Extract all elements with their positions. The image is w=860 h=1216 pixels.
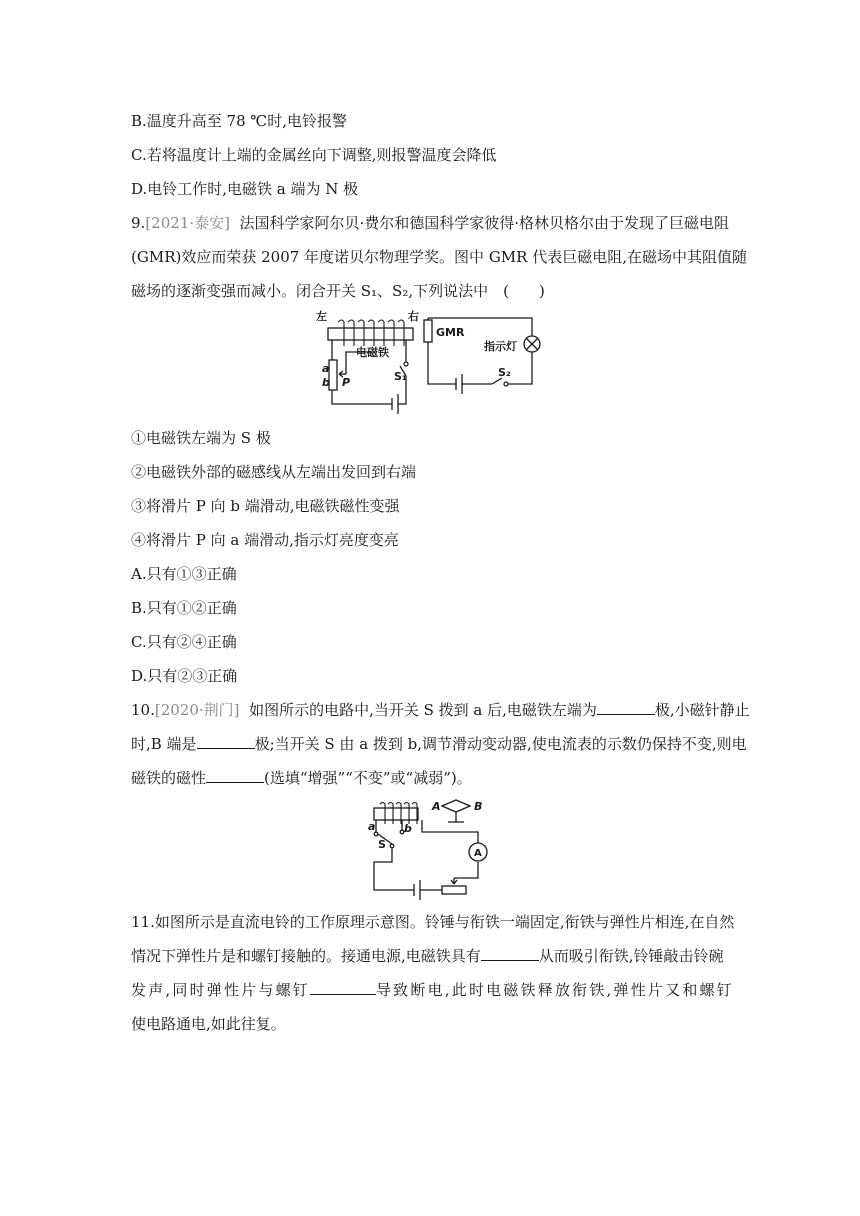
q10-electromagnet-core — [374, 808, 418, 820]
q9-circuit-figure — [312, 308, 552, 416]
q10-fig-s-label: S — [378, 838, 386, 851]
q10-compass-needle — [442, 800, 470, 812]
q9-fig-gmr-label: GMR — [436, 326, 465, 339]
q11-stem-line3 — [131, 980, 734, 1000]
q9-stem-text1: 法国科学家阿尔贝·费尔和德国科学家彼得·格林贝格尔由于发现了巨磁电阻 — [239, 214, 730, 232]
q10-rheostat — [442, 886, 466, 894]
q9-fig-left-label: 左 — [316, 310, 327, 323]
q9-source: [2021·泰安] — [145, 214, 230, 232]
q10-circuit-figure — [362, 796, 502, 900]
q10-text1a: 如图所示的电路中,当开关 S 拨到 a 后,电磁铁左端为 — [249, 701, 597, 719]
q11-text3b: 导致断电,此时电磁铁释放衔铁,弹性片又和螺钉 — [375, 981, 734, 999]
q9-gmr-resistor — [424, 320, 432, 342]
q9-electromagnet-core — [328, 328, 413, 340]
q10-text1b: 极,小磁针静止 — [654, 701, 750, 719]
q10-text3a: 磁铁的磁性 — [131, 769, 207, 787]
q10-number: 10. — [131, 701, 155, 719]
q10-blank-1 — [597, 700, 655, 715]
q11-blank-2 — [310, 980, 376, 995]
q9-fig-p-label: P — [342, 376, 351, 389]
q9-statement-4: ④将滑片 P 向 a 端滑动,指示灯亮度变亮 — [131, 531, 399, 549]
q9-statement-3: ③将滑片 P 向 b 端滑动,电磁铁磁性变强 — [131, 497, 400, 515]
q10-fig-ammeter-label: A — [474, 848, 482, 859]
q10-fig-b-label: b — [404, 822, 412, 835]
q10-stem-line2 — [131, 734, 747, 754]
q9-fig-lamp-label: 指示灯 — [484, 340, 517, 353]
q10-fig-a-label: a — [368, 820, 376, 833]
q11-stem-line4: 使电路通电,如此往复。 — [131, 1015, 286, 1033]
q10-fig-a-upper: A — [432, 800, 441, 813]
q9-statement-2: ②电磁铁外部的磁感线从左端出发回到右端 — [131, 463, 417, 481]
q9-stem-line3: 磁场的逐渐变强而减小。闭合开关 S₁、S₂,下列说法中 ( ) — [131, 282, 545, 300]
q9-rheostat — [329, 360, 337, 390]
q9-fig-right-label: 右 — [408, 310, 419, 323]
q8-option-b: B.温度升高至 78 ℃时,电铃报警 — [131, 112, 347, 130]
q11-text3a: 发声,同时弹性片与螺钉 — [131, 981, 310, 999]
q10-source: [2020·荆门] — [154, 701, 240, 719]
q11-blank-1 — [481, 946, 539, 961]
q10-fig-b-upper: B — [474, 800, 483, 813]
q9-stem-line2: (GMR)效应而荣获 2007 年度诺贝尔物理学奖。图中 GMR 代表巨磁电阻,在磁场中其阻值随 — [131, 248, 747, 266]
q9-option-d: D.只有②③正确 — [131, 667, 238, 685]
q9-option-c: C.只有②④正确 — [131, 633, 237, 651]
q9-option-a: A.只有①③正确 — [131, 565, 237, 583]
q10-blank-2 — [197, 734, 255, 749]
q10-blank-3 — [206, 768, 264, 783]
q9-fig-a-label: a — [322, 362, 330, 375]
q9-coil — [338, 320, 404, 346]
q9-stem-line1 — [131, 213, 729, 233]
q11-text2b: 从而吸引衔铁,铃锤敲击铃碗 — [538, 947, 724, 965]
q10-text2a: 时,B 端是 — [131, 735, 197, 753]
q8-option-c: C.若将温度计上端的金属丝向下调整,则报警温度会降低 — [131, 146, 497, 164]
q9-statement-1: ①电磁铁左端为 S 极 — [131, 429, 271, 447]
q9-number: 9. — [131, 214, 146, 232]
q11-text2a: 情况下弹性片是和螺钉接触的。接通电源,电磁铁具有 — [131, 947, 481, 965]
q10-stem-line1 — [131, 700, 750, 720]
q9-fig-s2-label: S₂ — [498, 366, 511, 379]
q8-option-d: D.电铃工作时,电磁铁 a 端为 N 极 — [131, 180, 359, 198]
q11-stem-line2 — [131, 946, 724, 966]
q9-fig-s1-label: S₁ — [394, 370, 407, 383]
q10-text3b: (选填“增强”“不变”或“减弱”)。 — [264, 769, 472, 787]
q10-stem-line3 — [131, 768, 472, 788]
q11-stem-line1: 11.如图所示是直流电铃的工作原理示意图。铃锤与衔铁一端固定,衔铁与弹性片相连,在自然 — [131, 913, 735, 931]
q9-fig-electromagnet-label: 电磁铁 — [356, 346, 389, 359]
q9-fig-b-label: b — [322, 376, 330, 389]
q10-text2b: 极;当开关 S 由 a 拨到 b,调节滑动变动器,使电流表的示数仍保持不变,则电 — [254, 735, 747, 753]
q9-option-b: B.只有①②正确 — [131, 599, 237, 617]
